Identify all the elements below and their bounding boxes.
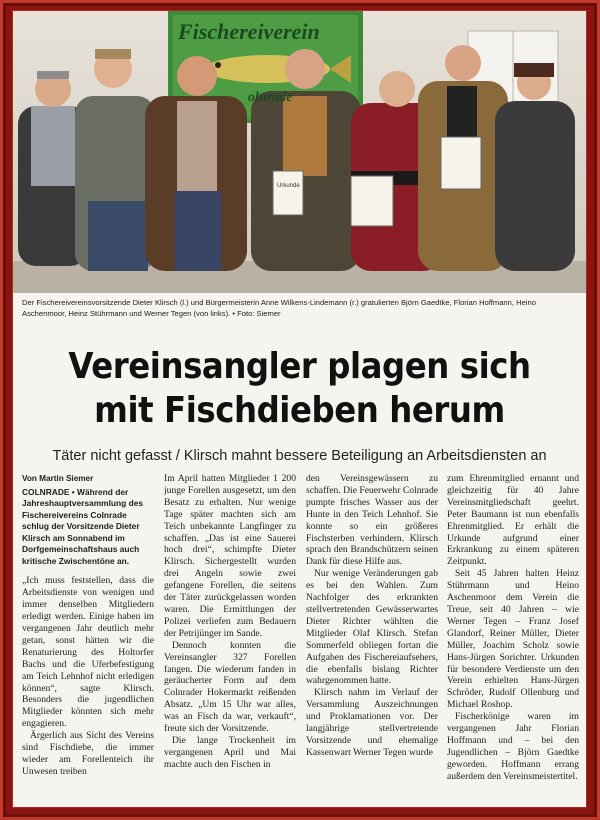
photo-caption: Der Fischereivereinsvorsitzende Dieter Klirsch (l.) und Bürgermeisterin Anne Wilkens-Lindemann (r.) gratulierten Björn Gaedtke, Florian Hoffmann, Heino Aschenmoor, Heinz Stührmann und Werner Tegen (von links). • Foto: Siemer xyxy=(22,298,536,318)
headline xyxy=(42,345,558,433)
paragraph: Klirsch nahm im Verlauf der Versammlung Auszeichnungen und Proklamationen vor. Der langjährige stellvertretende Vorsitzende und ehemalige Kassenwart Werner Tegen wurde xyxy=(306,687,438,758)
lead-text: • Während der Jahreshauptversammlung des Fischereivereins Colnrade schlug der Vorsitzende Dieter Klirsch am Sonnabend im Dorfgemeinschaftshaus auch kritische Zwischentöne an. xyxy=(22,486,144,566)
paragraph: Fischerkönige waren im vergangenen Jahr Florian Hoffmann und – bei den Jugendlichen – Björn Gaedtke geworden. Hoffmann errang außerdem den Vereinsmeistertitel. xyxy=(447,711,579,782)
headline-line-1: Vereinsangler plagen sich xyxy=(68,346,531,387)
newspaper-clipping xyxy=(13,11,586,807)
headline-line-2: mit Fischdieben herum xyxy=(94,390,505,431)
column-2 xyxy=(164,473,296,803)
column-3 xyxy=(306,473,438,803)
paragraph: Im April hatten Mitglieder 1 200 junge Forellen ausgesetzt, um den Besatz zu erhalten. Nur wenige Tage später machten sich am Teich unbekannte Langfinger zu schaffen. „Das ist eine Sauerei hoch drei“, schimpfte Dieter Klirsch. Sichergestellt wurden drei Angeln sowie zwei gefangene Forellen, die seitens der Täter zurückgelassen worden waren. Die Ermittlungen der Polizei verliefen zum Bedauern der Petrijünger im Sande. xyxy=(164,473,296,639)
group-photo xyxy=(13,11,586,293)
paragraph: Die lange Trockenheit im vergangenen April und Mai machte auch den Fischen in xyxy=(164,734,296,770)
article-body xyxy=(22,473,579,803)
paragraph: „Ich muss feststellen, dass die Arbeitsdienste von wenigen und immer denselben Mitgliedern erledigt werden. Einige haben im vergangenen Jahr deutlich mehr getan, sonst hätten wir die Renaturierung des Holtorfer Bachs und die Uferbefestigung am Teich Lehnhof nicht erledigen können“, sagte Klirsch. Besonders die jugendlichen Mitglieder könnten sich mehr engagieren. xyxy=(22,575,154,730)
paragraph: Dennoch konnten die Vereinsangler 327 Forellen fangen. Die wiederum fanden in geräucherter Form auf dem Colnrader Hokermarkt reißenden Absatz. „Um 15 Uhr war alles, was an Fisch da war, verkauft“, freute sich der Vorsitzende. xyxy=(164,639,296,735)
certificate-label: Urkunde xyxy=(277,183,300,189)
dateline: COLNRADE xyxy=(22,486,70,497)
banner-subtitle: olnrade xyxy=(248,90,293,105)
paragraph: Seit 45 Jahren halten Heinz Stührmann und Heino Aschenmoor dem Verein die Treue, seit 40 Jahren – wie Werner Tegen – Franz Josef Glandorf, Reiner Müller, Dieter Müller, Joachim Scholz sowie Hans-Jürgen Sorichter. Urkunden für besondere Verdienste um den Verein erhielten Hans-Jürgen Schröder, Rudolf Ollenburg und Michael Roshop. xyxy=(447,568,579,711)
column-4 xyxy=(447,473,579,803)
photo-illustration xyxy=(13,11,586,293)
subheadline: Täter nicht gefasst / Klirsch mahnt bessere Beteiligung an Arbeitsdiensten an xyxy=(52,448,547,464)
banner-title: Fischereiverein xyxy=(178,19,320,44)
paragraph: den Vereinsgewässern zu schaffen. Die Feuerwehr Colnrade pumpte frisches Wasser aus der Hunte in den Teich Lehnhof. Sie konnte so ein größeres Fischsterben verhindern. Klirsch sprach den Brandschützern seinen Dank für diese Hilfe aus. xyxy=(306,473,438,568)
byline: Von Martin Siemer xyxy=(22,474,94,483)
column-1 xyxy=(22,473,154,803)
paragraph: zum Ehrenmitglied ernannt und gleichzeitig für 40 Jahre Vereinsmitgliedschaft geehrt. Peter Baumann ist nun ebenfalls Ehrenmitglied. Er erhält die Urkunde aufgrund einer Erkrankung zu einem späteren Zeitpunkt. xyxy=(447,473,579,568)
paragraph: Ärgerlich aus Sicht des Vereins sind Fischdiebe, die immer wieder am Forellenteich ihr Unwesen treiben xyxy=(22,730,154,777)
lead-paragraph xyxy=(22,487,154,568)
paragraph: Nur wenige Veränderungen gab es bei den Wahlen. Zum Nachfolger des erkrankten stellvertretenden Gewässerwartes Dieter Richter wählten die Mitglieder Olaf Klirsch. Stefan Sommerfeld obliegen fortan die Aufgaben des Fischereiaufsehers, die ebenfalls bislang Richter wahrgenommen hatte. xyxy=(306,568,438,687)
